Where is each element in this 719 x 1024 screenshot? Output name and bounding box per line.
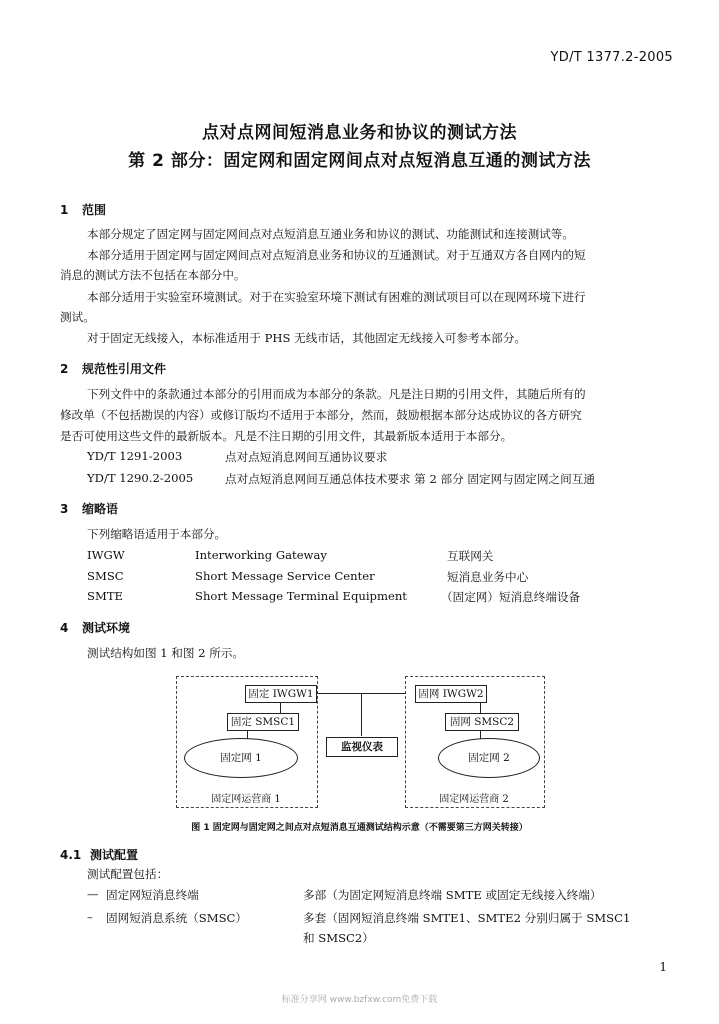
section-3-title: 缩略语 [82, 502, 119, 516]
ref-1-title: 点对点短消息网间互通协议要求 [225, 450, 388, 464]
section-2-heading [60, 360, 166, 377]
section-4-heading [60, 619, 130, 636]
left-operator-caption: 固定网运营商 1 [211, 794, 281, 805]
abbr-1-zh: 互联网关 [447, 549, 494, 563]
abbr-2-en: Short Message Service Center [195, 569, 375, 583]
config-1-label: 固定网短消息终端 [106, 888, 199, 902]
config-1-dash: — [87, 887, 99, 901]
figure-1-caption: 图 1 固定网与固定网之间点对点短消息互通测试结构示意（不需要第三方网关转接） [191, 823, 528, 833]
section-4-1-heading [60, 846, 138, 863]
monitor-link-line [361, 693, 362, 736]
standard-code: YD/T 1377.2-2005 [550, 50, 673, 65]
s1-para-2b: 消息的测试方法不包括在本部分中。 [60, 268, 246, 282]
footer-watermark: 标准分享网 www.bzfxw.com免费下载 [281, 995, 438, 1005]
abbr-2: SMSC [87, 569, 124, 583]
left-network-ellipse: 固定网 1 [184, 738, 298, 778]
abbr-3-en: Short Message Terminal Equipment [195, 589, 407, 603]
section-4-title: 测试环境 [82, 621, 131, 635]
ref-2-code: YD/T 1290.2-2005 [87, 471, 194, 485]
right-network-ellipse: 固定网 2 [438, 738, 540, 778]
section-2-number: 2 [60, 362, 69, 376]
config-2-desc: 多套（固网短消息终端 SMTE1、SMTE2 分别归属于 SMSC1 [303, 911, 631, 925]
page-number: 1 [659, 960, 667, 974]
section-2-title: 规范性引用文件 [82, 362, 167, 376]
section-3-heading [60, 500, 118, 517]
abbr-1: IWGW [87, 548, 125, 562]
section-4-number: 4 [60, 621, 69, 635]
s4-intro: 测试结构如图 1 和图 2 所示。 [87, 646, 245, 660]
s2-para-1c: 是否可使用这些文件的最新版本。凡是不注日期的引用文件，其最新版本适用于本部分。 [60, 429, 513, 443]
left-smsc-box: 固定 SMSC1 [227, 713, 299, 731]
left-iwgw-smsc-line [280, 702, 281, 713]
s1-para-3a: 本部分适用于实验室环境测试。对于在实验室环境下测试有困难的测试项目可以在现网环境下进行 [87, 290, 586, 304]
section-4-1-title: 测试配置 [90, 848, 139, 862]
right-operator-caption: 固定网运营商 2 [439, 794, 509, 805]
abbr-2-zh: 短消息业务中心 [447, 570, 529, 584]
section-1-heading [60, 201, 106, 218]
config-1-desc: 多部（为固定网短消息终端 SMTE 或固定无线接入终端） [303, 888, 602, 902]
section-4-1-number: 4.1 [60, 848, 82, 862]
s2-para-1a: 下列文件中的条款通过本部分的引用而成为本部分的条款。凡是注日期的引用文件，其随后所有的 [87, 387, 586, 401]
right-smsc-box: 固网 SMSC2 [445, 713, 519, 731]
config-2-dash: – [87, 910, 93, 924]
config-2-desc-cont: 和 SMSC2） [303, 931, 374, 945]
s1-para-4: 对于固定无线接入，本标准适用于 PHS 无线市话，其他固定无线接入可参考本部分。 [87, 331, 527, 345]
section-1-number: 1 [60, 203, 69, 217]
abbr-3-zh: （固定网）短消息终端设备 [441, 590, 581, 604]
s41-intro: 测试配置包括： [87, 867, 169, 881]
s1-para-2a: 本部分适用于固定网与固定网间点对点短消息业务和协议的互通测试。对于互通双方各自网内的短 [87, 248, 586, 262]
title-line-2: 第 2 部分：固定网和固定网间点对点短消息互通的测试方法 [128, 151, 591, 171]
ref-2-title: 点对点短消息网间互通总体技术要求 第 2 部分 固定网与固定网之间互通 [225, 472, 595, 486]
section-1-title: 范围 [82, 203, 107, 217]
abbr-1-en: Interworking Gateway [195, 548, 327, 562]
right-iwgw-box: 固网 IWGW2 [415, 685, 487, 703]
left-iwgw-box: 固定 IWGW1 [245, 685, 317, 703]
section-3-number: 3 [60, 502, 69, 516]
s2-para-1b: 修改单（不包括勘误的内容）或修订版均不适用于本部分，然而，鼓励根据本部分达成协议的各方研究 [60, 408, 582, 422]
right-iwgw-smsc-line [480, 702, 481, 713]
monitor-box: 监视仪表 [326, 737, 398, 757]
s1-para-3b: 测试。 [60, 310, 95, 324]
title-line-1: 点对点网间短消息业务和协议的测试方法 [202, 123, 517, 143]
config-2-label: 固网短消息系统（SMSC） [106, 911, 247, 925]
s3-intro: 下列缩略语适用于本部分。 [87, 527, 227, 541]
abbr-3: SMTE [87, 589, 124, 603]
s1-para-1: 本部分规定了固定网与固定网间点对点短消息互通业务和协议的测试、功能测试和连接测试等。 [87, 227, 574, 241]
ref-1-code: YD/T 1291-2003 [87, 449, 183, 463]
